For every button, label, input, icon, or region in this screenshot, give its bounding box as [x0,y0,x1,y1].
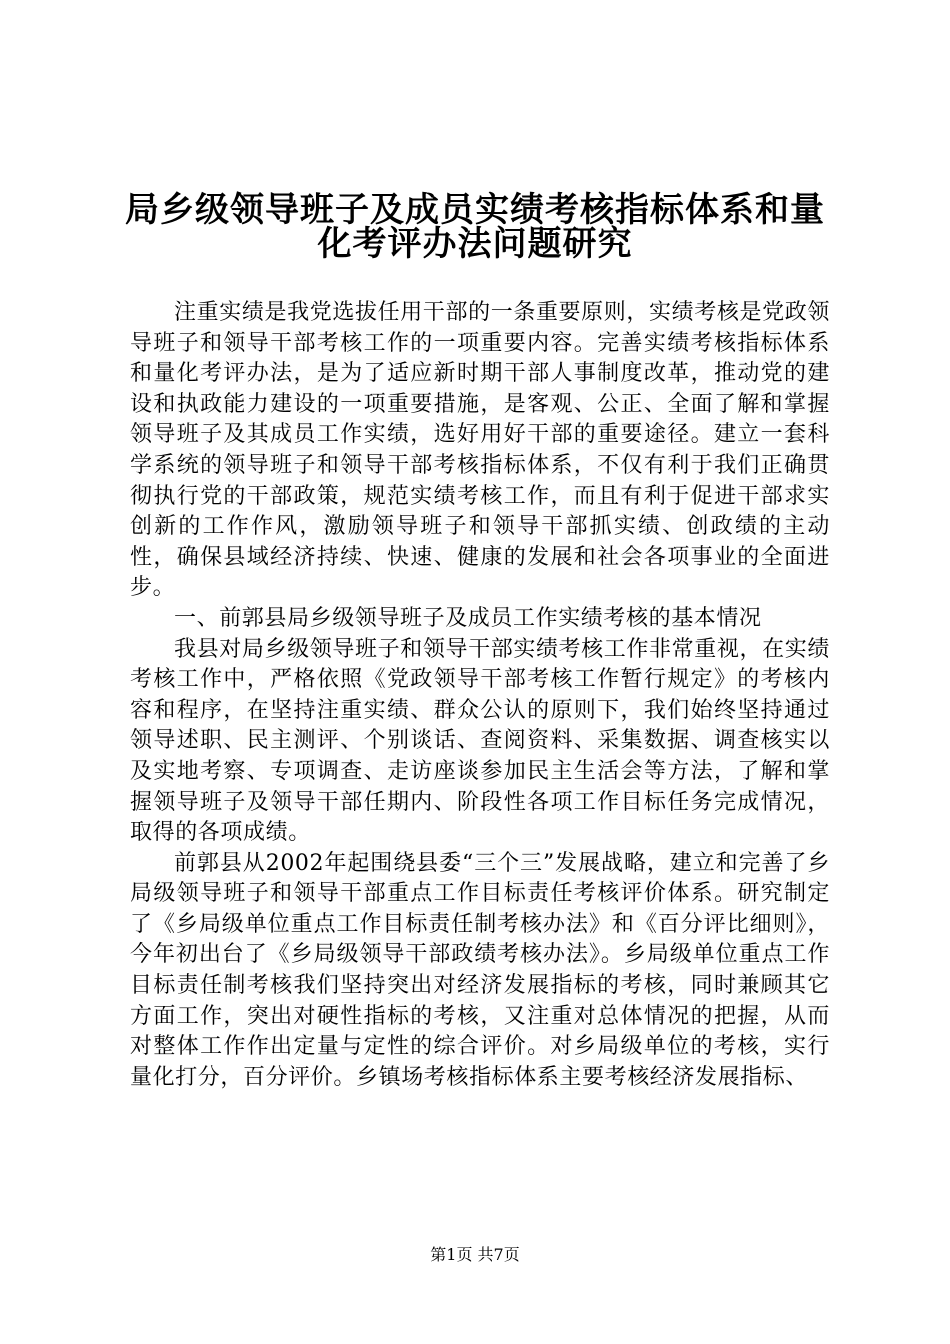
document-title-line-2: 化考评办法问题研究 [317,224,633,264]
page-number-footer: 第1页 共7页 [430,1245,520,1264]
paragraph-system: 前郭县从2002年起围绕县委“三个三”发展战略，建立和完善了乡局级领导班子和领导干部重点工作目标责任考核评价体系。研究制定了《乡局级单位重点工作目标责任制考核办法》和《百分评比细则》，今年初出台了《乡局级领导干部政绩考核办法》。乡局级单位重点工作目标责任制考核我们坚持突出对经济发展指标的考核，同时兼顾其它方面工作，突出对硬性指标的考核，又注重对总体情况的把握，从而对整体工作作出定量与定性的综合评价。对乡局级单位的考核，实行量化打分，百分评价。乡镇场考核指标体系主要考核经济发展指标、 [130,850,830,1090]
paragraph-intro: 注重实绩是我党选拔任用干部的一条重要原则，实绩考核是党政领导班子和领导干部考核工作的一项重要内容。完善实绩考核指标体系和量化考评办法，是为了适应新时期干部人事制度改革，推动党的建设和执政能力建设的一项重要措施，是客观、公正、全面了解和掌握领导班子及其成员工作实绩，选好用好干部的重要途径。建立一套科学系统的领导班子和领导干部考核指标体系，不仅有利于我们正确贯彻执行党的干部政策，规范实绩考核工作，而且有利于促进干部求实创新的工作作风，激励领导班子和领导干部抓实绩、创政绩的主动性，确保县域经济持续、快速、健康的发展和社会各项事业的全面进步。 [130,300,830,601]
section-heading-1: 一、前郭县局乡级领导班子及成员工作实绩考核的基本情况 [174,605,762,631]
document-body [130,298,830,1093]
paragraph-assessment: 我县对局乡级领导班子和领导干部实绩考核工作非常重视，在实绩考核工作中，严格依照《党政领导干部考核工作暂行规定》的考核内容和程序，在坚持注重实绩、群众公认的原则下，我们始终坚持通过领导述职、民主测评、个别谈话、查阅资料、采集数据、调查核实以及实地考察、专项调查、走访座谈参加民主生活会等方法，了解和掌握领导班子及领导干部任期内、阶段性各项工作目标任务完成情况，取得的各项成绩。 [130,636,830,846]
document-title-line-1: 局乡级领导班子及成员实绩考核指标体系和量 [125,190,825,230]
